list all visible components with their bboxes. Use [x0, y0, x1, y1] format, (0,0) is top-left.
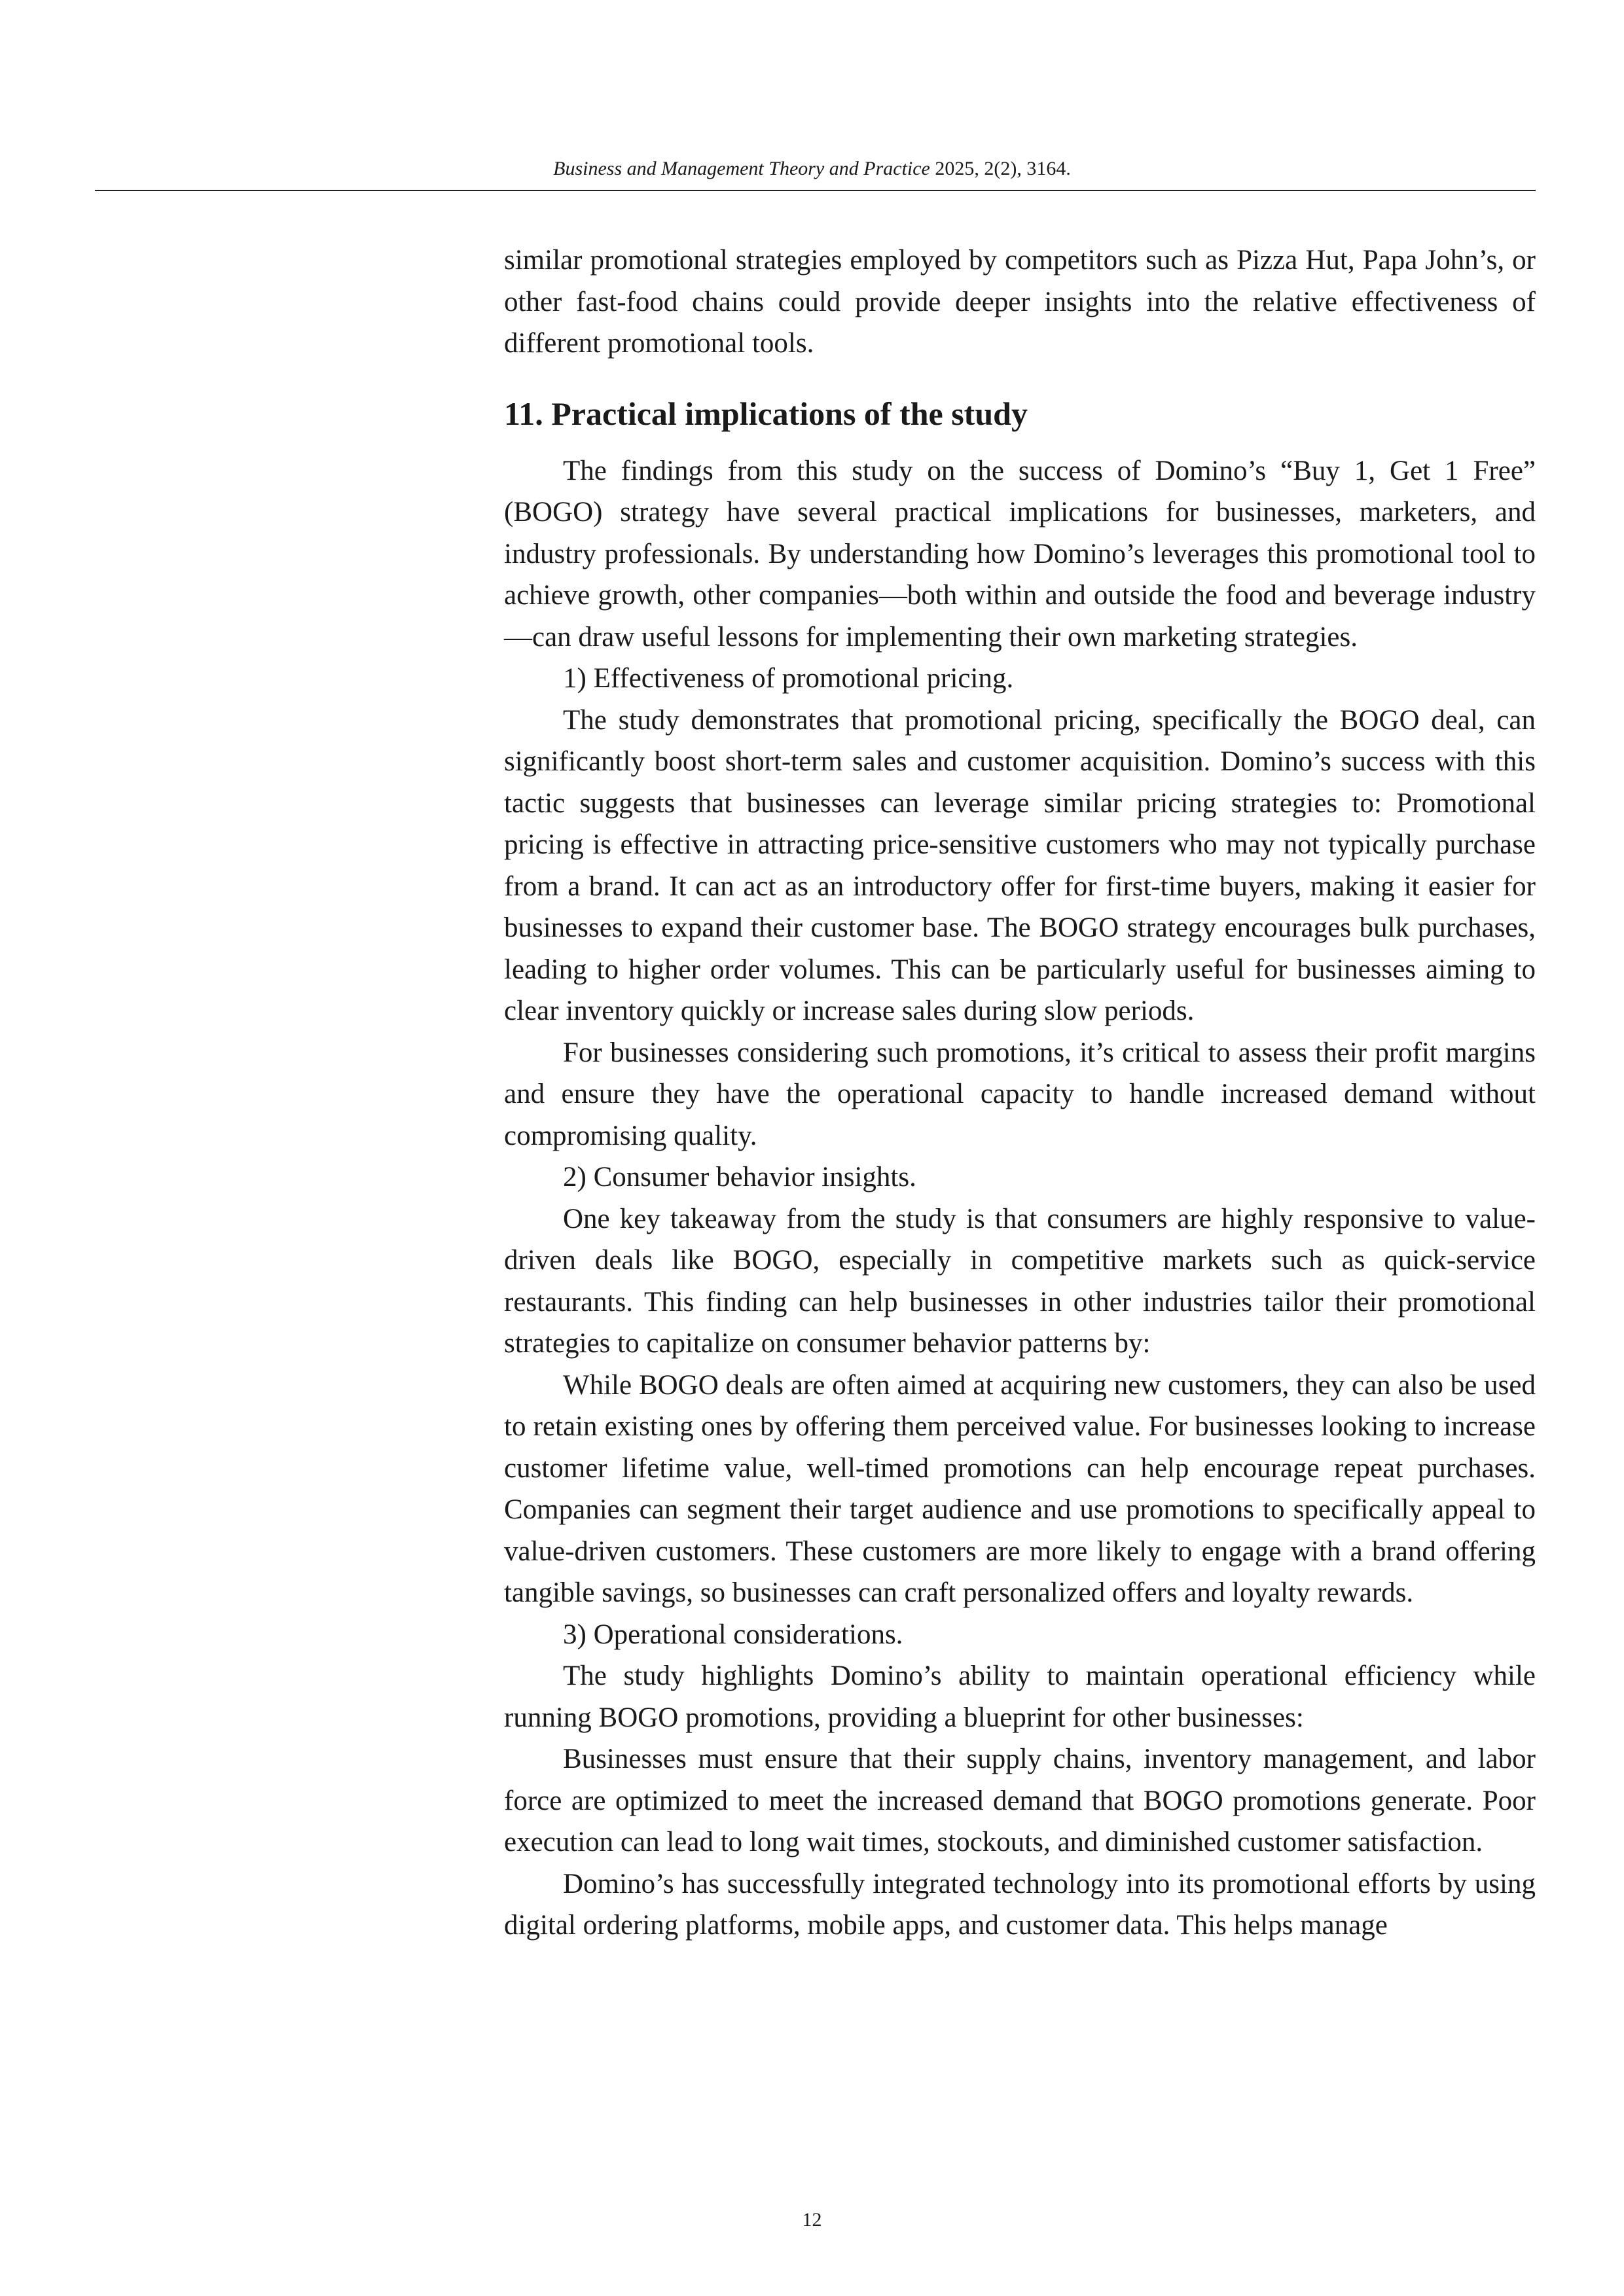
journal-title: Business and Management Theory and Practice	[553, 158, 930, 179]
paragraph-supply-chain: Businesses must ensure that their supply chains, inventory management, and labor force are optimized to meet the increased demand that BOGO promotions generate. Poor execution can lead to long wait times, stockouts, and diminished customer satisfaction.	[504, 1744, 1536, 1857]
paragraph-intro: The findings from this study on the success of Domino’s “Buy 1, Get 1 Free” (BOGO) strategy have several practical implications for businesses, marketers, and industry professionals. By understanding how Domino’s leverages this promotional tool to achieve growth, other companies—both within and outside the food and beverage industry—can draw useful lessons for implementing their own marketing strategies.	[504, 455, 1536, 653]
paragraph-continuation: similar promotional strategies employed by competitors such as Pizza Hut, Papa John’s, or other fast-food chains could provide deeper insights into the relative effectiveness of different promotional tools.	[504, 245, 1536, 359]
paragraph-profit-margins: For businesses considering such promotions, it’s critical to assess their profit margins and ensure they have the operational capacity to handle increased demand without compromising quality.	[504, 1037, 1536, 1151]
paragraph-operational-efficiency: The study highlights Domino’s ability to maintain operational efficiency while running BOGO promotions, providing a blueprint for other businesses:	[504, 1660, 1536, 1733]
body-text	[504, 240, 1536, 1946]
subheading-consumer-behavior: 2) Consumer behavior insights.	[563, 1162, 916, 1193]
paragraph-consumer-behavior: One key takeaway from the study is that consumers are highly responsive to value-driven deals like BOGO, especially in competitive markets such as quick-service restaurants. This finding can help businesses in other industries tailor their promotional strategies to capitalize on consumer behavior patterns by:	[504, 1203, 1536, 1359]
subheading-promotional-pricing: 1) Effectiveness of promotional pricing.	[563, 663, 1014, 694]
paragraph-promotional-pricing: The study demonstrates that promotional pricing, specifically the BOGO deal, can significantly boost short-term sales and customer acquisition. Domino’s success with this tactic suggests that businesses can leverage similar pricing strategies to: Promotional pricing is effective in attracting price-sensitive customers who may not typically purchase from a brand. It can act as an introductory offer for first-time buyers, making it easier for businesses to expand their customer base. The BOGO strategy encourages bulk purchases, leading to higher order volumes. This can be particularly useful for businesses aiming to clear inventory quickly or increase sales during slow periods.	[504, 704, 1536, 1026]
section-heading: 11. Practical implications of the study	[504, 395, 1028, 432]
running-header	[0, 156, 1624, 182]
subheading-operational: 3) Operational considerations.	[563, 1619, 903, 1650]
journal-citation: 2025, 2(2), 3164.	[935, 158, 1071, 179]
paragraph-technology: Domino’s has successfully integrated technology into its promotional efforts by using digital ordering platforms, mobile apps, and customer data. This helps manage	[504, 1868, 1536, 1941]
paragraph-customer-retention: While BOGO deals are often aimed at acquiring new customers, they can also be used to retain existing ones by offering them perceived value. For businesses looking to increase customer lifetime value, well-timed promotions can help encourage repeat purchases. Companies can segment their target audience and use promotions to specifically appeal to value-driven customers. These customers are more likely to engage with a brand offering tangible savings, so businesses can craft personalized offers and loyalty rewards.	[504, 1369, 1536, 1608]
page-number: 12	[802, 2209, 822, 2231]
header-divider	[95, 190, 1536, 191]
